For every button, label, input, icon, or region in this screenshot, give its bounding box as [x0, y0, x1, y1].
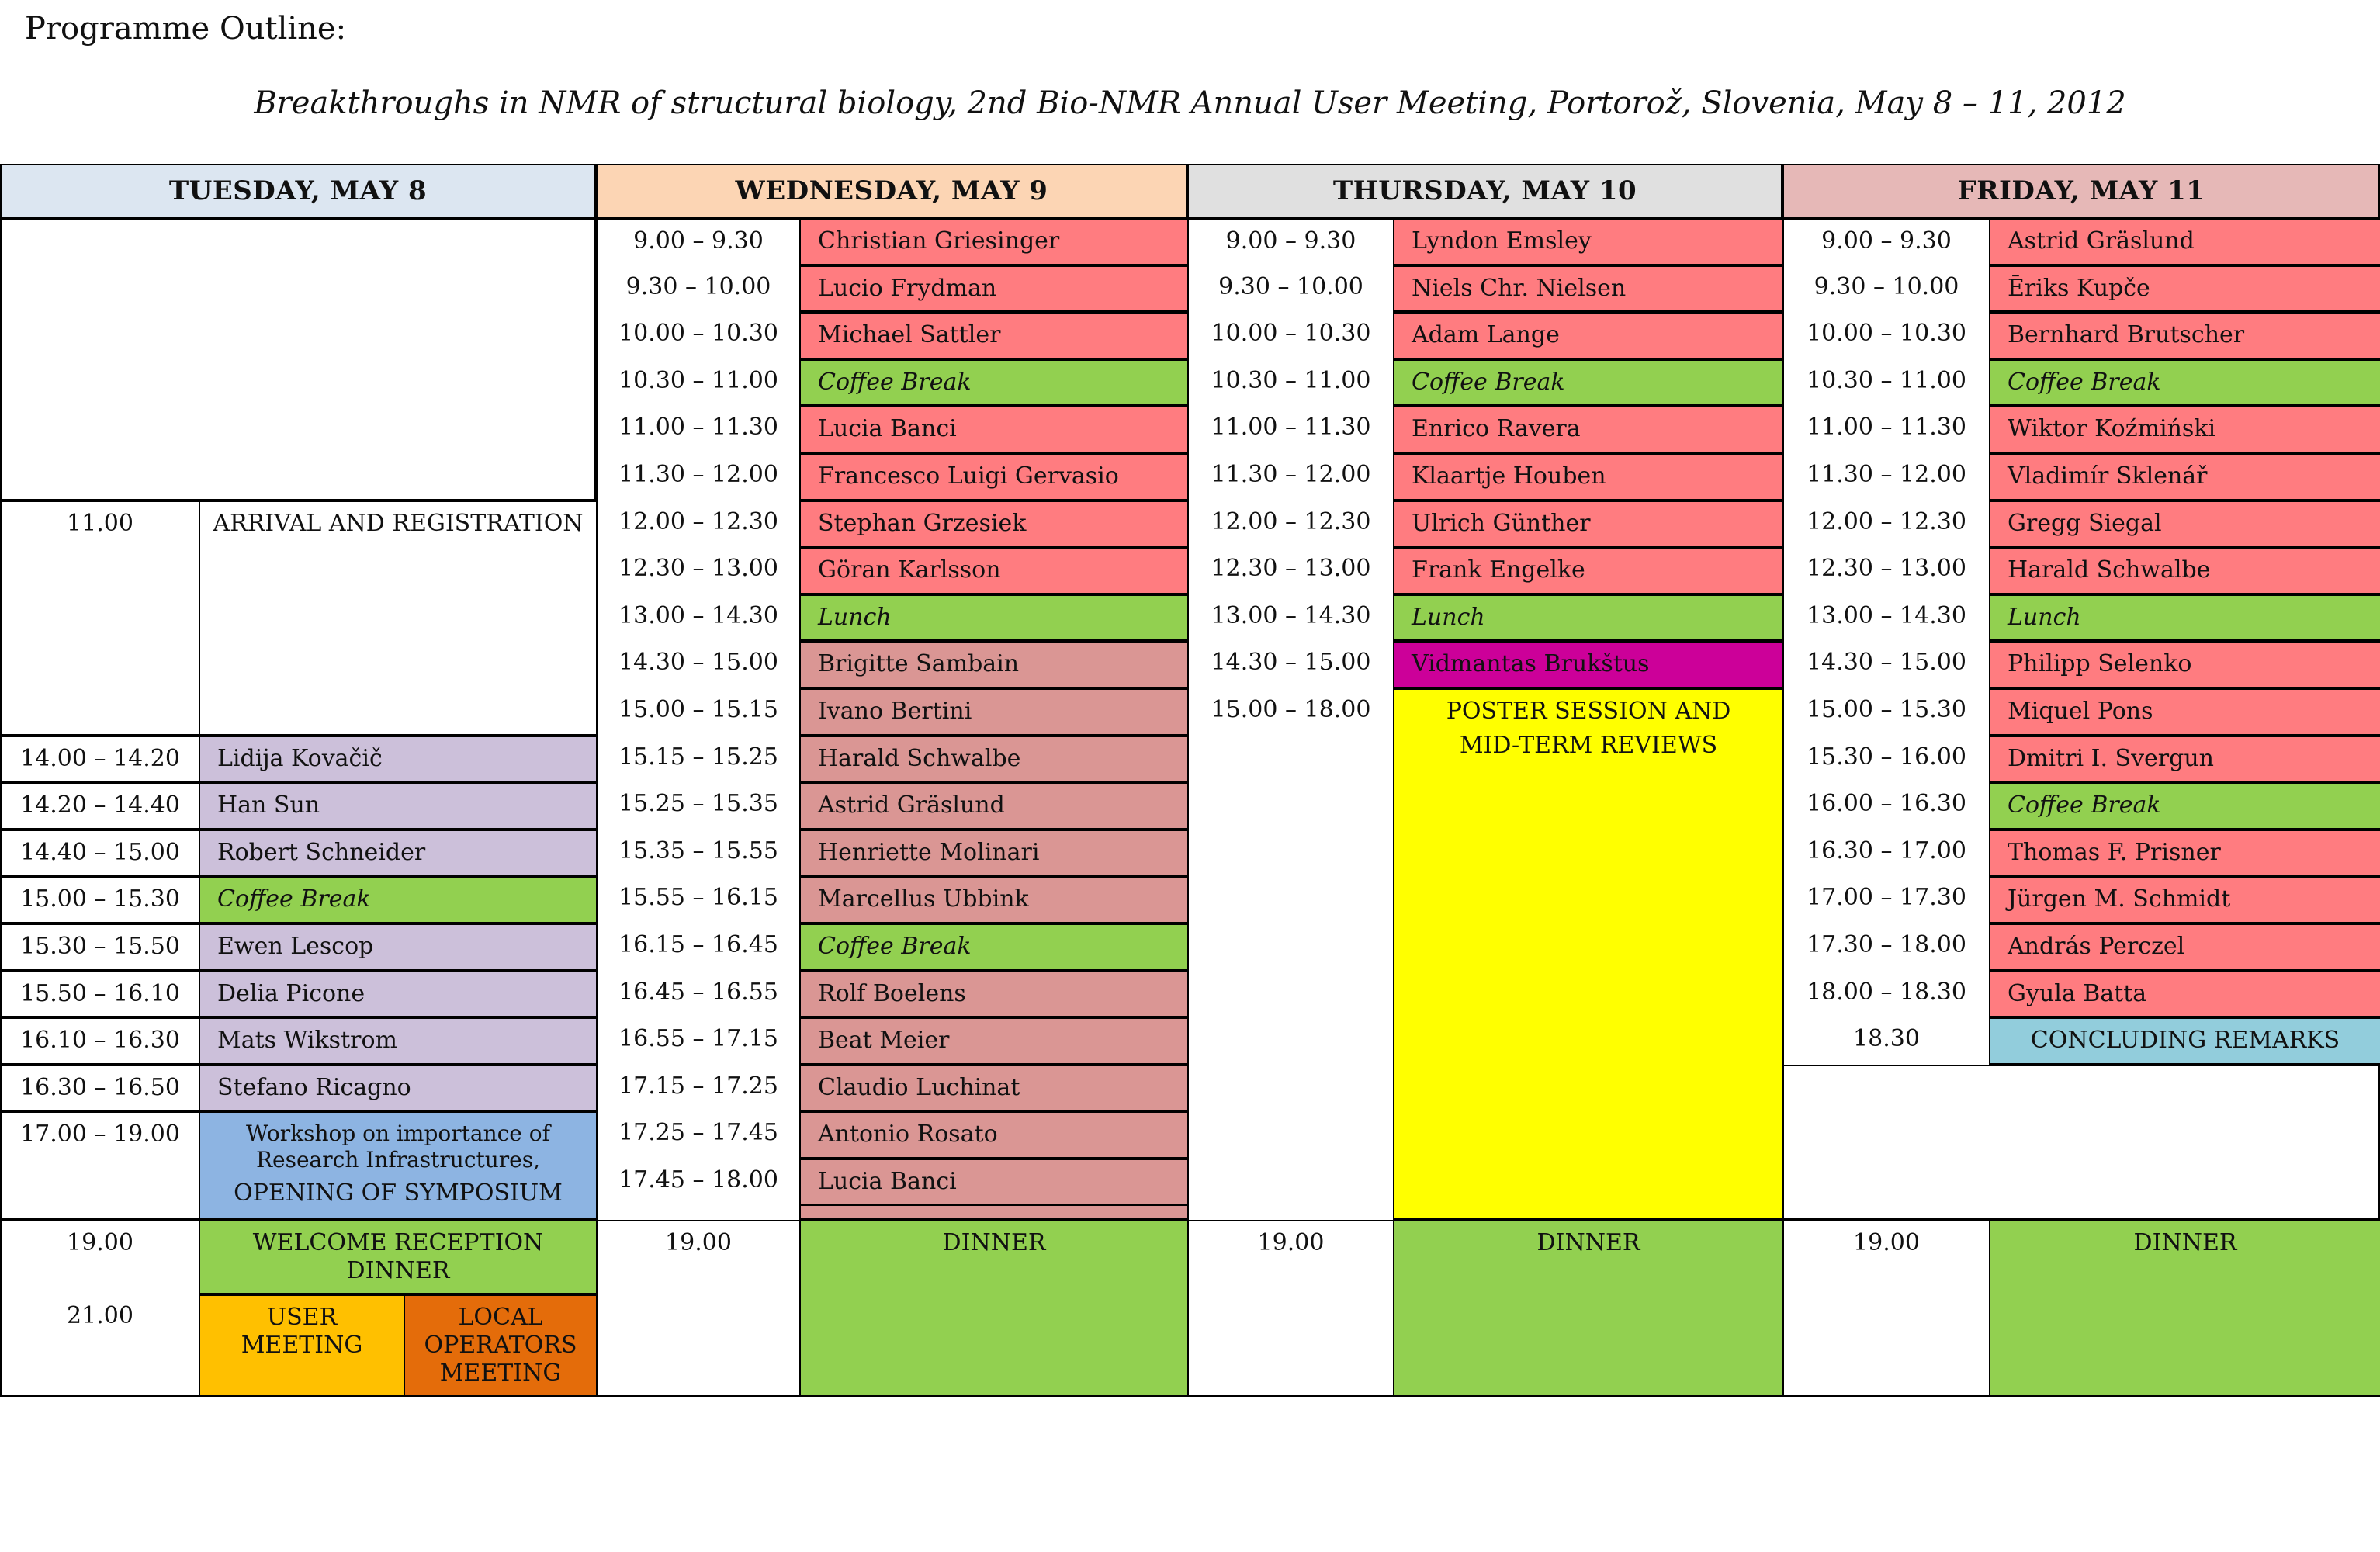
tuesday-meeting-time: 21.00: [0, 1294, 200, 1397]
friday-remarks-time: 18.30: [1782, 1017, 1990, 1065]
poster-session: [1393, 688, 1784, 1220]
friday-time: 16.00 – 16.30: [1782, 782, 1990, 830]
programme-outline-label: Programme Outline:: [25, 11, 347, 47]
wednesday-speaker: Brigitte Sambain: [799, 641, 1189, 688]
wednesday-dinner: DINNER: [799, 1220, 1189, 1397]
tuesday-speaker: Robert Schneider: [199, 830, 598, 877]
tuesday-speaker: Lidija Kovačič: [199, 736, 598, 783]
thursday-break: Lunch: [1393, 594, 1784, 642]
tuesday-time: 14.00 – 14.20: [0, 736, 200, 783]
friday-speaker: Miquel Pons: [1989, 688, 2380, 736]
thursday-time: 10.00 – 10.30: [1187, 312, 1394, 359]
tuesday-coffee-break: Coffee Break: [199, 876, 598, 923]
thursday-speaker: Enrico Ravera: [1393, 406, 1784, 453]
day-header-thu: THURSDAY, MAY 10: [1187, 164, 1782, 218]
wednesday-time: 15.15 – 15.25: [596, 736, 801, 783]
wednesday-speaker: Lucia Banci: [799, 1159, 1189, 1206]
programme-table: [0, 164, 2380, 1397]
friday-speaker: Ēriks Kupče: [1989, 265, 2380, 313]
wednesday-time: 15.25 – 15.35: [596, 782, 801, 830]
wednesday-time: 12.00 – 12.30: [596, 501, 801, 548]
tuesday-workshop: [199, 1111, 598, 1220]
wednesday-time: 13.00 – 14.30: [596, 594, 801, 642]
tuesday-morning-empty: [0, 218, 596, 501]
thursday-speaker: Adam Lange: [1393, 312, 1784, 359]
day-header-fri: FRIDAY, MAY 11: [1782, 164, 2380, 218]
wednesday-speaker: Göran Karlsson: [799, 547, 1189, 594]
wednesday-time: 12.30 – 13.00: [596, 547, 801, 594]
thursday-time: 9.00 – 9.30: [1187, 218, 1394, 265]
friday-time: 9.00 – 9.30: [1782, 218, 1990, 265]
wednesday-speaker: Lucia Banci: [799, 406, 1189, 453]
friday-speaker: Gyula Batta: [1989, 971, 2380, 1018]
tuesday-time: 15.30 – 15.50: [0, 923, 200, 971]
wednesday-break: Coffee Break: [799, 923, 1189, 971]
tuesday-speaker: Stefano Ricagno: [199, 1065, 598, 1112]
thursday-time: 12.30 – 13.00: [1187, 547, 1394, 594]
friday-time: 15.00 – 15.30: [1782, 688, 1990, 736]
wednesday-speaker: Antonio Rosato: [799, 1111, 1189, 1159]
wednesday-time: 10.30 – 11.00: [596, 359, 801, 407]
workshop-title: Workshop on importance of Research Infrastructures,: [246, 1121, 550, 1173]
friday-time: 14.30 – 15.00: [1782, 641, 1990, 688]
friday-time: 17.00 – 17.30: [1782, 876, 1990, 923]
wednesday-speaker: Marcellus Ubbink: [799, 876, 1189, 923]
friday-speaker: András Perczel: [1989, 923, 2380, 971]
friday-time: 11.00 – 11.30: [1782, 406, 1990, 453]
friday-break: Lunch: [1989, 594, 2380, 642]
friday-time: 13.00 – 14.30: [1782, 594, 1990, 642]
wednesday-time: 17.25 – 17.45: [596, 1111, 801, 1159]
wednesday-speaker: Stephan Grzesiek: [799, 501, 1189, 548]
tuesday-time: 15.50 – 16.10: [0, 971, 200, 1018]
thursday-time: 10.30 – 11.00: [1187, 359, 1394, 407]
friday-speaker: Jürgen M. Schmidt: [1989, 876, 2380, 923]
wednesday-speaker: Rolf Boelens: [799, 971, 1189, 1018]
wednesday-time: 11.00 – 11.30: [596, 406, 801, 453]
friday-time: 11.30 – 12.00: [1782, 453, 1990, 501]
friday-time: 12.30 – 13.00: [1782, 547, 1990, 594]
thursday-dinner: DINNER: [1393, 1220, 1784, 1397]
tuesday-speaker: Han Sun: [199, 782, 598, 830]
day-header-tue: TUESDAY, MAY 8: [0, 164, 596, 218]
event-subtitle: Breakthroughs in NMR of structural biology, 2nd Bio-NMR Annual User Meeting, Portorož, Slovenia, May 8 – 11, 2012: [254, 85, 2126, 121]
thursday-time: 14.30 – 15.00: [1187, 641, 1394, 688]
tuesday-speaker: Ewen Lescop: [199, 923, 598, 971]
wednesday-break: Coffee Break: [799, 359, 1189, 407]
thursday-speaker: Ulrich Günther: [1393, 501, 1784, 548]
opening-of-symposium: OPENING OF SYMPOSIUM: [234, 1179, 563, 1207]
thursday-time: 12.00 – 12.30: [1187, 501, 1394, 548]
friday-speaker: Astrid Gräslund: [1989, 218, 2380, 265]
friday-speaker: Thomas F. Prisner: [1989, 830, 2380, 877]
mid-term-reviews: MID-TERM REVIEWS: [1459, 732, 1718, 759]
friday-speaker: Gregg Siegal: [1989, 501, 2380, 548]
wednesday-speaker: Christian Griesinger: [799, 218, 1189, 265]
friday-speaker: Philipp Selenko: [1989, 641, 2380, 688]
wednesday-time: 16.55 – 17.15: [596, 1017, 801, 1065]
wednesday-speaker: Claudio Luchinat: [799, 1065, 1189, 1112]
tuesday-speaker: Mats Wikstrom: [199, 1017, 598, 1065]
wednesday-time: 17.45 – 18.00: [596, 1159, 801, 1206]
wednesday-dinner-time: 19.00: [596, 1220, 801, 1397]
thursday-speaker: Frank Engelke: [1393, 547, 1784, 594]
friday-time: 9.30 – 10.00: [1782, 265, 1990, 313]
wednesday-time: 11.30 – 12.00: [596, 453, 801, 501]
thursday-time: 9.30 – 10.00: [1187, 265, 1394, 313]
friday-break: Coffee Break: [1989, 782, 2380, 830]
thursday-dinner-time: 19.00: [1187, 1220, 1394, 1397]
wednesday-time: 16.45 – 16.55: [596, 971, 801, 1018]
tuesday-time: 15.00 – 15.30: [0, 876, 200, 923]
friday-time: 17.30 – 18.00: [1782, 923, 1990, 971]
thursday-time: 11.30 – 12.00: [1187, 453, 1394, 501]
wednesday-break: Lunch: [799, 594, 1189, 642]
thursday-time: 13.00 – 14.30: [1187, 594, 1394, 642]
tuesday-time: 16.10 – 16.30: [0, 1017, 200, 1065]
thursday-speaker: Lyndon Emsley: [1393, 218, 1784, 265]
thursday-break: Coffee Break: [1393, 359, 1784, 407]
friday-empty-block: [1782, 1065, 2380, 1221]
wednesday-speaker: Michael Sattler: [799, 312, 1189, 359]
friday-speaker: Bernhard Brutscher: [1989, 312, 2380, 359]
tuesday-arrival-label: ARRIVAL AND REGISTRATION: [199, 501, 598, 736]
friday-time: 12.00 – 12.30: [1782, 501, 1990, 548]
tuesday-arrival-time: 11.00: [0, 501, 200, 736]
wednesday-time: 9.00 – 9.30: [596, 218, 801, 265]
tuesday-speaker: Delia Picone: [199, 971, 598, 1018]
wednesday-speaker: Harald Schwalbe: [799, 736, 1189, 783]
wednesday-time: 10.00 – 10.30: [596, 312, 801, 359]
wednesday-speaker: Ivano Bertini: [799, 688, 1189, 736]
friday-speaker: Vladimír Sklenář: [1989, 453, 2380, 501]
friday-break: Coffee Break: [1989, 359, 2380, 407]
thursday-speaker: Niels Chr. Nielsen: [1393, 265, 1784, 313]
wednesday-time: 14.30 – 15.00: [596, 641, 801, 688]
thursday-special-speaker: Vidmantas Brukštus: [1393, 641, 1784, 688]
tuesday-time: 16.30 – 16.50: [0, 1065, 200, 1112]
wednesday-speaker: Astrid Gräslund: [799, 782, 1189, 830]
local-operators-meeting: LOCAL OPERATORS MEETING: [404, 1294, 598, 1397]
wednesday-speaker: Henriette Molinari: [799, 830, 1189, 877]
friday-speaker: Harald Schwalbe: [1989, 547, 2380, 594]
wednesday-row-filler: [799, 1206, 1189, 1221]
tuesday-time: 14.20 – 14.40: [0, 782, 200, 830]
friday-time: 16.30 – 17.00: [1782, 830, 1990, 877]
friday-time: 18.00 – 18.30: [1782, 971, 1990, 1018]
thursday-speaker: Klaartje Houben: [1393, 453, 1784, 501]
thursday-poster-time: 15.00 – 18.00: [1187, 688, 1394, 1220]
welcome-reception-dinner: WELCOME RECEPTION DINNER: [199, 1220, 598, 1294]
day-header-wed: WEDNESDAY, MAY 9: [596, 164, 1187, 218]
friday-dinner-time: 19.00: [1782, 1220, 1990, 1397]
concluding-remarks: CONCLUDING REMARKS: [1989, 1017, 2380, 1065]
friday-time: 10.30 – 11.00: [1782, 359, 1990, 407]
friday-time: 10.00 – 10.30: [1782, 312, 1990, 359]
tuesday-workshop-time: 17.00 – 19.00: [0, 1111, 200, 1220]
wednesday-time: 9.30 – 10.00: [596, 265, 801, 313]
thursday-time: 11.00 – 11.30: [1187, 406, 1394, 453]
tuesday-reception-time: 19.00: [0, 1220, 200, 1294]
wednesday-speaker: Beat Meier: [799, 1017, 1189, 1065]
poster-session-title: POSTER SESSION AND: [1446, 698, 1731, 725]
friday-time: 15.30 – 16.00: [1782, 736, 1990, 783]
wednesday-time: 15.35 – 15.55: [596, 830, 801, 877]
wednesday-time: 16.15 – 16.45: [596, 923, 801, 971]
friday-dinner: DINNER: [1989, 1220, 2380, 1397]
wednesday-time: 15.55 – 16.15: [596, 876, 801, 923]
wednesday-time-filler: [596, 1206, 801, 1221]
tuesday-time: 14.40 – 15.00: [0, 830, 200, 877]
user-meeting: USER MEETING: [199, 1294, 405, 1397]
friday-speaker: Wiktor Koźmiński: [1989, 406, 2380, 453]
friday-speaker: Dmitri I. Svergun: [1989, 736, 2380, 783]
wednesday-time: 17.15 – 17.25: [596, 1065, 801, 1112]
wednesday-speaker: Francesco Luigi Gervasio: [799, 453, 1189, 501]
wednesday-time: 15.00 – 15.15: [596, 688, 801, 736]
wednesday-speaker: Lucio Frydman: [799, 265, 1189, 313]
